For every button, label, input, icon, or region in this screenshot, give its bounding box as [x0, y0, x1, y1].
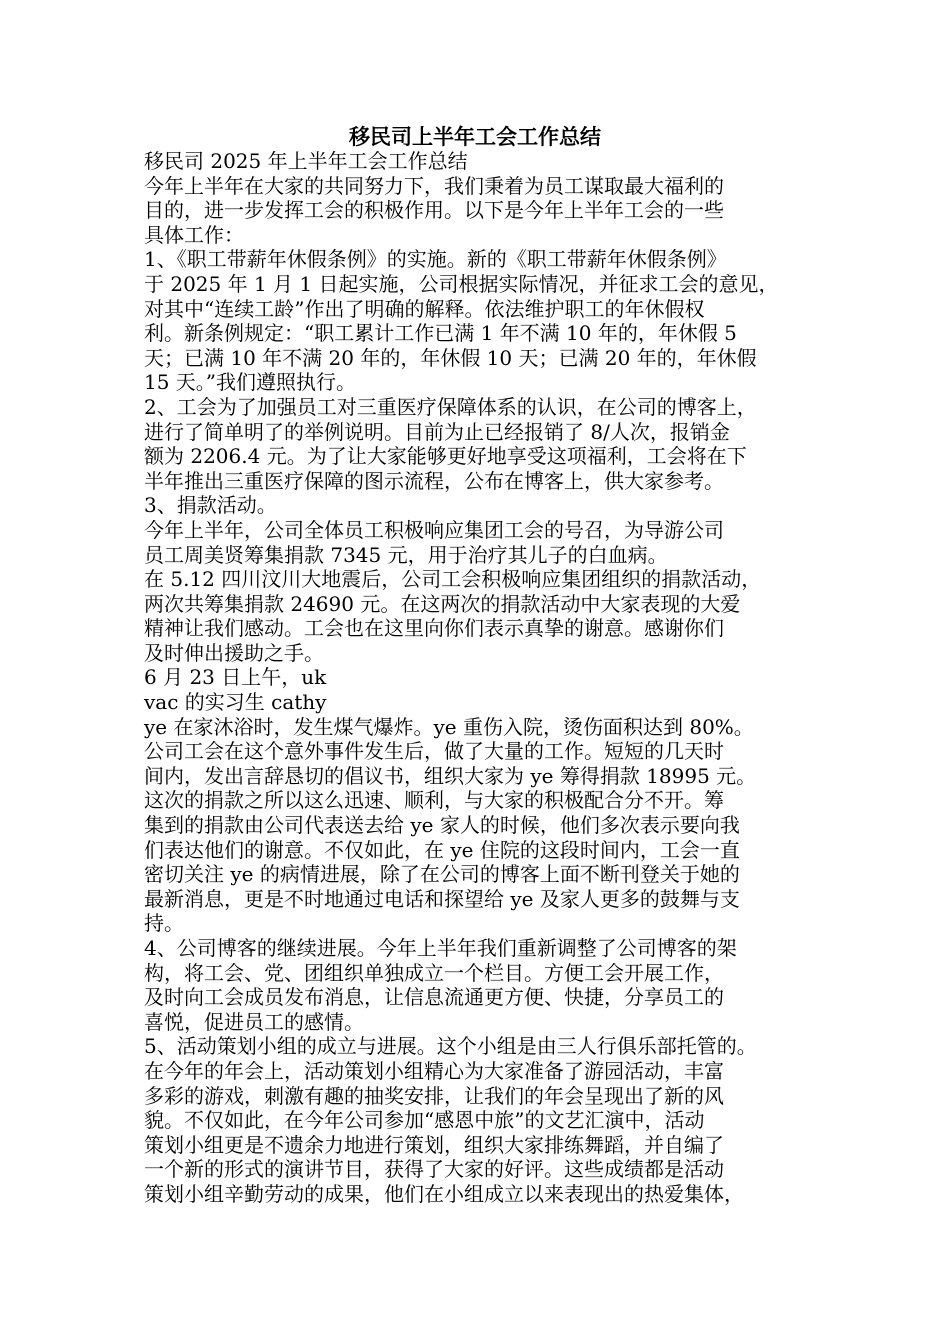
body-text-line: 们表达他们的谢意。不仅如此，在 ye 住院的这段时间内，工会一直 — [144, 837, 740, 862]
body-text-line: 1、《职工带薪年休假条例》的实施。新的《职工带薪年休假条例》 — [144, 247, 727, 272]
body-text-line: 于 2025 年 1 月 1 日起实施，公司根据实际情况，并征求工会的意见， — [144, 271, 779, 296]
body-text-line: 间内，发出言辞恳切的倡议书，组织大家为 ye 筹得捐款 18995 元。 — [144, 763, 757, 788]
body-text-line: 2、工会为了加强员工对三重医疗保障体系的认识，在公司的博客上， — [144, 394, 757, 419]
body-text-line: 策划小组更是不遗余力地进行策划，组织大家排练舞蹈，并自编了 — [144, 1132, 724, 1157]
body-text-line: 额为 2206.4 元。为了让大家能够更好地享受这项福利，工会将在下 — [144, 444, 747, 469]
body-text-line: 具体工作： — [144, 222, 244, 247]
body-text-line: 目的，进一步发挥工会的积极作用。以下是今年上半年工会的一些 — [144, 198, 724, 223]
body-text-line: 密切关注 ye 的病情进展，除了在公司的博客上面不断刊登关于她的 — [144, 862, 740, 887]
body-text-line: 多彩的游戏，刺激有趣的抽奖安排，让我们的年会呈现出了新的风 — [144, 1083, 724, 1108]
body-text-line: 及时向工会成员发布消息，让信息流通更方便、快捷，分享员工的 — [144, 985, 724, 1010]
body-text-line: 利。新条例规定：“职工累计工作已满 1 年不满 10 年的，年休假 5 — [144, 321, 737, 346]
body-text-line: 公司工会在这个意外事件发生后，做了大量的工作。短短的几天时 — [144, 739, 724, 764]
body-text-line: 在 5.12 四川汶川大地震后，公司工会积极响应集团组织的捐款活动， — [144, 567, 762, 592]
body-text-line: 在今年的年会上，活动策划小组精心为大家准备了游园活动，丰富 — [144, 1058, 724, 1083]
body-text-line: 一个新的形式的演讲节目，获得了大家的好评。这些成绩都是活动 — [144, 1157, 724, 1182]
body-text-line: 集到的捐款由公司代表送去给 ye 家人的时候，他们多次表示要向我 — [144, 813, 740, 838]
body-text-line: 对其中“连续工龄”作出了明确的解释。依法维护职工的年休假权 — [144, 296, 705, 321]
body-text-line: 精神让我们感动。工会也在这里向你们表示真挚的谢意。感谢你们 — [144, 616, 724, 641]
body-text-line: 进行了简单明了的举例说明。目前为止已经报销了 8/人次，报销金 — [144, 419, 730, 444]
body-text-line: 两次共筹集捐款 24690 元。在这两次的捐款活动中大家表现的大爱 — [144, 591, 741, 616]
body-text-line: 移民司 2025 年上半年工会工作总结 — [144, 149, 468, 173]
body-text-line: 6 月 23 日上午，uk — [144, 665, 327, 690]
body-text-line: 策划小组辛勤劳动的成果，他们在小组成立以来表现出的热爱集体， — [144, 1181, 744, 1206]
body-text-line: 喜悦，促进员工的感情。 — [144, 1009, 364, 1034]
document-body — [144, 149, 824, 1207]
body-text-line: 15 天。”我们遵照执行。 — [144, 370, 357, 395]
body-text-line: 天；已满 10 年不满 20 年的，年休假 10 天；已满 20 年的，年休假 — [144, 345, 757, 370]
body-text-line: 这次的捐款之所以这么迅速、顺利，与大家的积极配合分不开。筹 — [144, 788, 724, 813]
body-text-line: 持。 — [144, 911, 184, 936]
body-text-line: 半年推出三重医疗保障的图示流程，公布在博客上，供大家参考。 — [144, 468, 724, 493]
body-text-line: 员工周美贤筹集捐款 7345 元，用于治疗其儿子的白血病。 — [144, 542, 668, 567]
body-text-line: 4、公司博客的继续进展。今年上半年我们重新调整了公司博客的架 — [144, 936, 737, 960]
body-text-line: 最新消息，更是不时地通过电话和探望给 ye 及家人更多的鼓舞与支 — [144, 886, 740, 911]
body-text-line: 及时伸出援助之手。 — [144, 640, 324, 665]
body-text-line: 3、捐款活动。 — [144, 493, 277, 518]
document-title: 移民司上半年工会工作总结 — [349, 125, 601, 149]
body-text-line: 今年上半年在大家的共同努力下，我们秉着为员工谋取最大福利的 — [144, 173, 724, 198]
body-text-line: 今年上半年，公司全体员工积极响应集团工会的号召，为导游公司 — [144, 517, 724, 542]
body-text-line: ye 在家沐浴时，发生煤气爆炸。ye 重伤入院，烫伤面积达到 80%。 — [144, 714, 754, 739]
body-text-line: 5、活动策划小组的成立与进展。这个小组是由三人行俱乐部托管的。 — [144, 1034, 757, 1059]
body-text-line: 构，将工会、党、团组织单独成立一个栏目。方便工会开展工作， — [144, 960, 724, 985]
body-text-line: vac 的实习生 cathy — [144, 690, 327, 715]
body-text-line: 貌。不仅如此，在今年公司参加“感恩中旅”的文艺汇演中，活动 — [144, 1108, 705, 1133]
